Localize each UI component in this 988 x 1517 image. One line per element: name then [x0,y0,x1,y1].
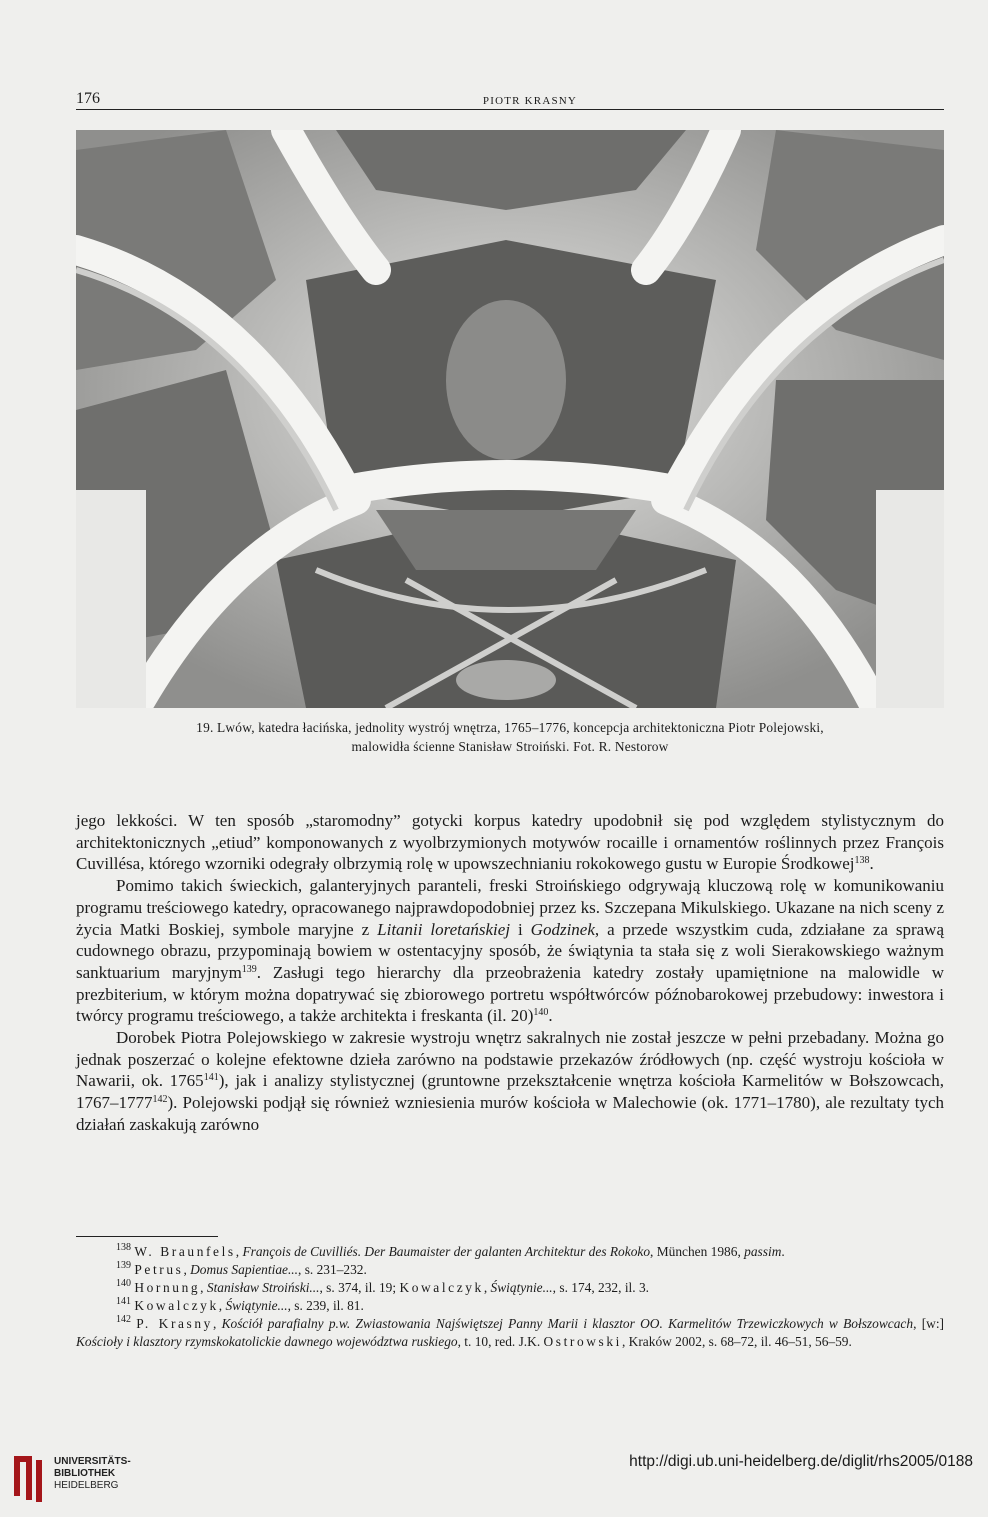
footnote-ref[interactable]: 142 [152,1094,168,1106]
footnote-ref[interactable]: 138 [854,855,870,867]
caption-line-1: 19. Lwów, katedra łacińska, jednolity wystrój wnętrza, 1765–1776, koncepcja architektoniczna Piotr Polejowski, [196,720,824,735]
running-head: PIOTR KRASNY [482,95,578,107]
paragraph-1: jego lekkości. W ten sposób „staromodny” gotycki korpus katedry upodobnił się pod względem stylistycznym do architektonicznych „etiud” komponowanych z wyolbrzymionych motywów rocaille i ornamentów roślinnych przez François Cuvillésa, którego wzorniki odegrały olbrzymią rolę w upowszechnianiu rokokowego gustu w Europie Środkowej$^{138}$. [76,811,944,874]
header-rule [76,109,944,110]
source-url-link[interactable]: http://digi.ub.uni-heidelberg.de/diglit/rhs2005/0188 [629,1453,973,1470]
footnote-138: $^{138}$ W. Braunfels, François de Cuvilliés. Der Baumaister der galanten Architektur des Rokoko, München 1986, passim. [116,1242,785,1259]
figure-photograph [76,130,944,708]
page-number: 176 [76,90,100,107]
footnote-ref[interactable]: 139 [241,963,257,975]
footnote-ref[interactable]: 140 [533,1007,549,1019]
footnote-rule [76,1236,218,1237]
ub-heidelberg-icon [6,1452,50,1504]
footnote-139: $^{139}$ Petrus, Domus Sapientiae..., s. 231–232. [116,1260,367,1277]
footnote-141: $^{141}$ Kowalczyk, Świątynie..., s. 239, il. 81. [116,1296,364,1313]
figure-caption [100,718,920,756]
footnote-140: $^{140}$ Hornung, Stanisław Stroiński..., s. 374, il. 19; Kowalczyk, Świątynie..., s. 174, 232, il. 3. [116,1278,649,1295]
footnote-142: $^{142}$ P. Krasny, Kościół parafialny p.w. Zwiastowania Najświętszej Panny Marii i klasztor OO. Karmelitów Trzewiczkowych w Bołszowcach, [w:] Kościoły i klasztory rzymskokatolickie dawnego województwa ruskiego, t. 10, red. J.K. Ostrowski, Kraków 2002, s. 68–72, il. 46–51, 56–59. [76,1314,944,1349]
body-text [76,810,944,1136]
logo-text: UNIVERSITÄTS- BIBLIOTHEK HEIDELBERG [54,1456,131,1491]
footnote-ref[interactable]: 141 [203,1072,219,1084]
paragraph-2: Pomimo takich świeckich, galanteryjnych paranteli, freski Stroińskiego odgrywają kluczową rolę w komunikowaniu programu treściowego katedry, opracowanego najprawdopodobniej przez ks. Szczepana Mikulskiego. Ukazane na nich sceny z życia Matki Boskiej, symbole maryjne z Litanii loretańskiej i Godzinek, a przede wszystkim cuda, zdziałane za sprawą cudownego obrazu, przypominają bowiem w ostentacyjny sposób, że świątynia ta stała się z woli Sierakowskiego ważnym sanktuarium maryjnym$^{139}$. Zasługi tego hierarchy dla przeobrażenia katedry zostały upamiętnione na malowidle w prezbiterium, w którym można dopatrywać się zbiorowego portretu współtwórców późnobarokowej przebudowy: inwestora i twórcy programu treściowego, a także architekta i freskanta (il. 20)$^{140}$. [76,876,945,1026]
caption-line-2: malowidła ścienne Stanisław Stroiński. Fot. R. Nestorow [351,739,669,754]
paragraph-3: Dorobek Piotra Polejowskiego w zakresie wystroju wnętrz sakralnych nie został jeszcze w pełni przebadany. Można go jednak poszerzać o kolejne efektowne dzieła zarówno na podstawie przekazów źródłowych (np. część wystroju kościoła w Nawarii, ok. 1765$^{141}$), jak i analizy stylistycznej (gruntowne przekształcenie wnętrza kościoła Karmelitów w Bołszowcach, 1767–1777$^{142}$). Polejowski podjął się również wzniesienia murów kościoła w Malechowie (ok. 1771–1780), ale rezultaty tych działań zaskakują zarówno [76,1028,944,1134]
vault-photo [76,130,944,708]
footnotes [76,1243,944,1351]
library-logo[interactable] [6,1452,156,1504]
